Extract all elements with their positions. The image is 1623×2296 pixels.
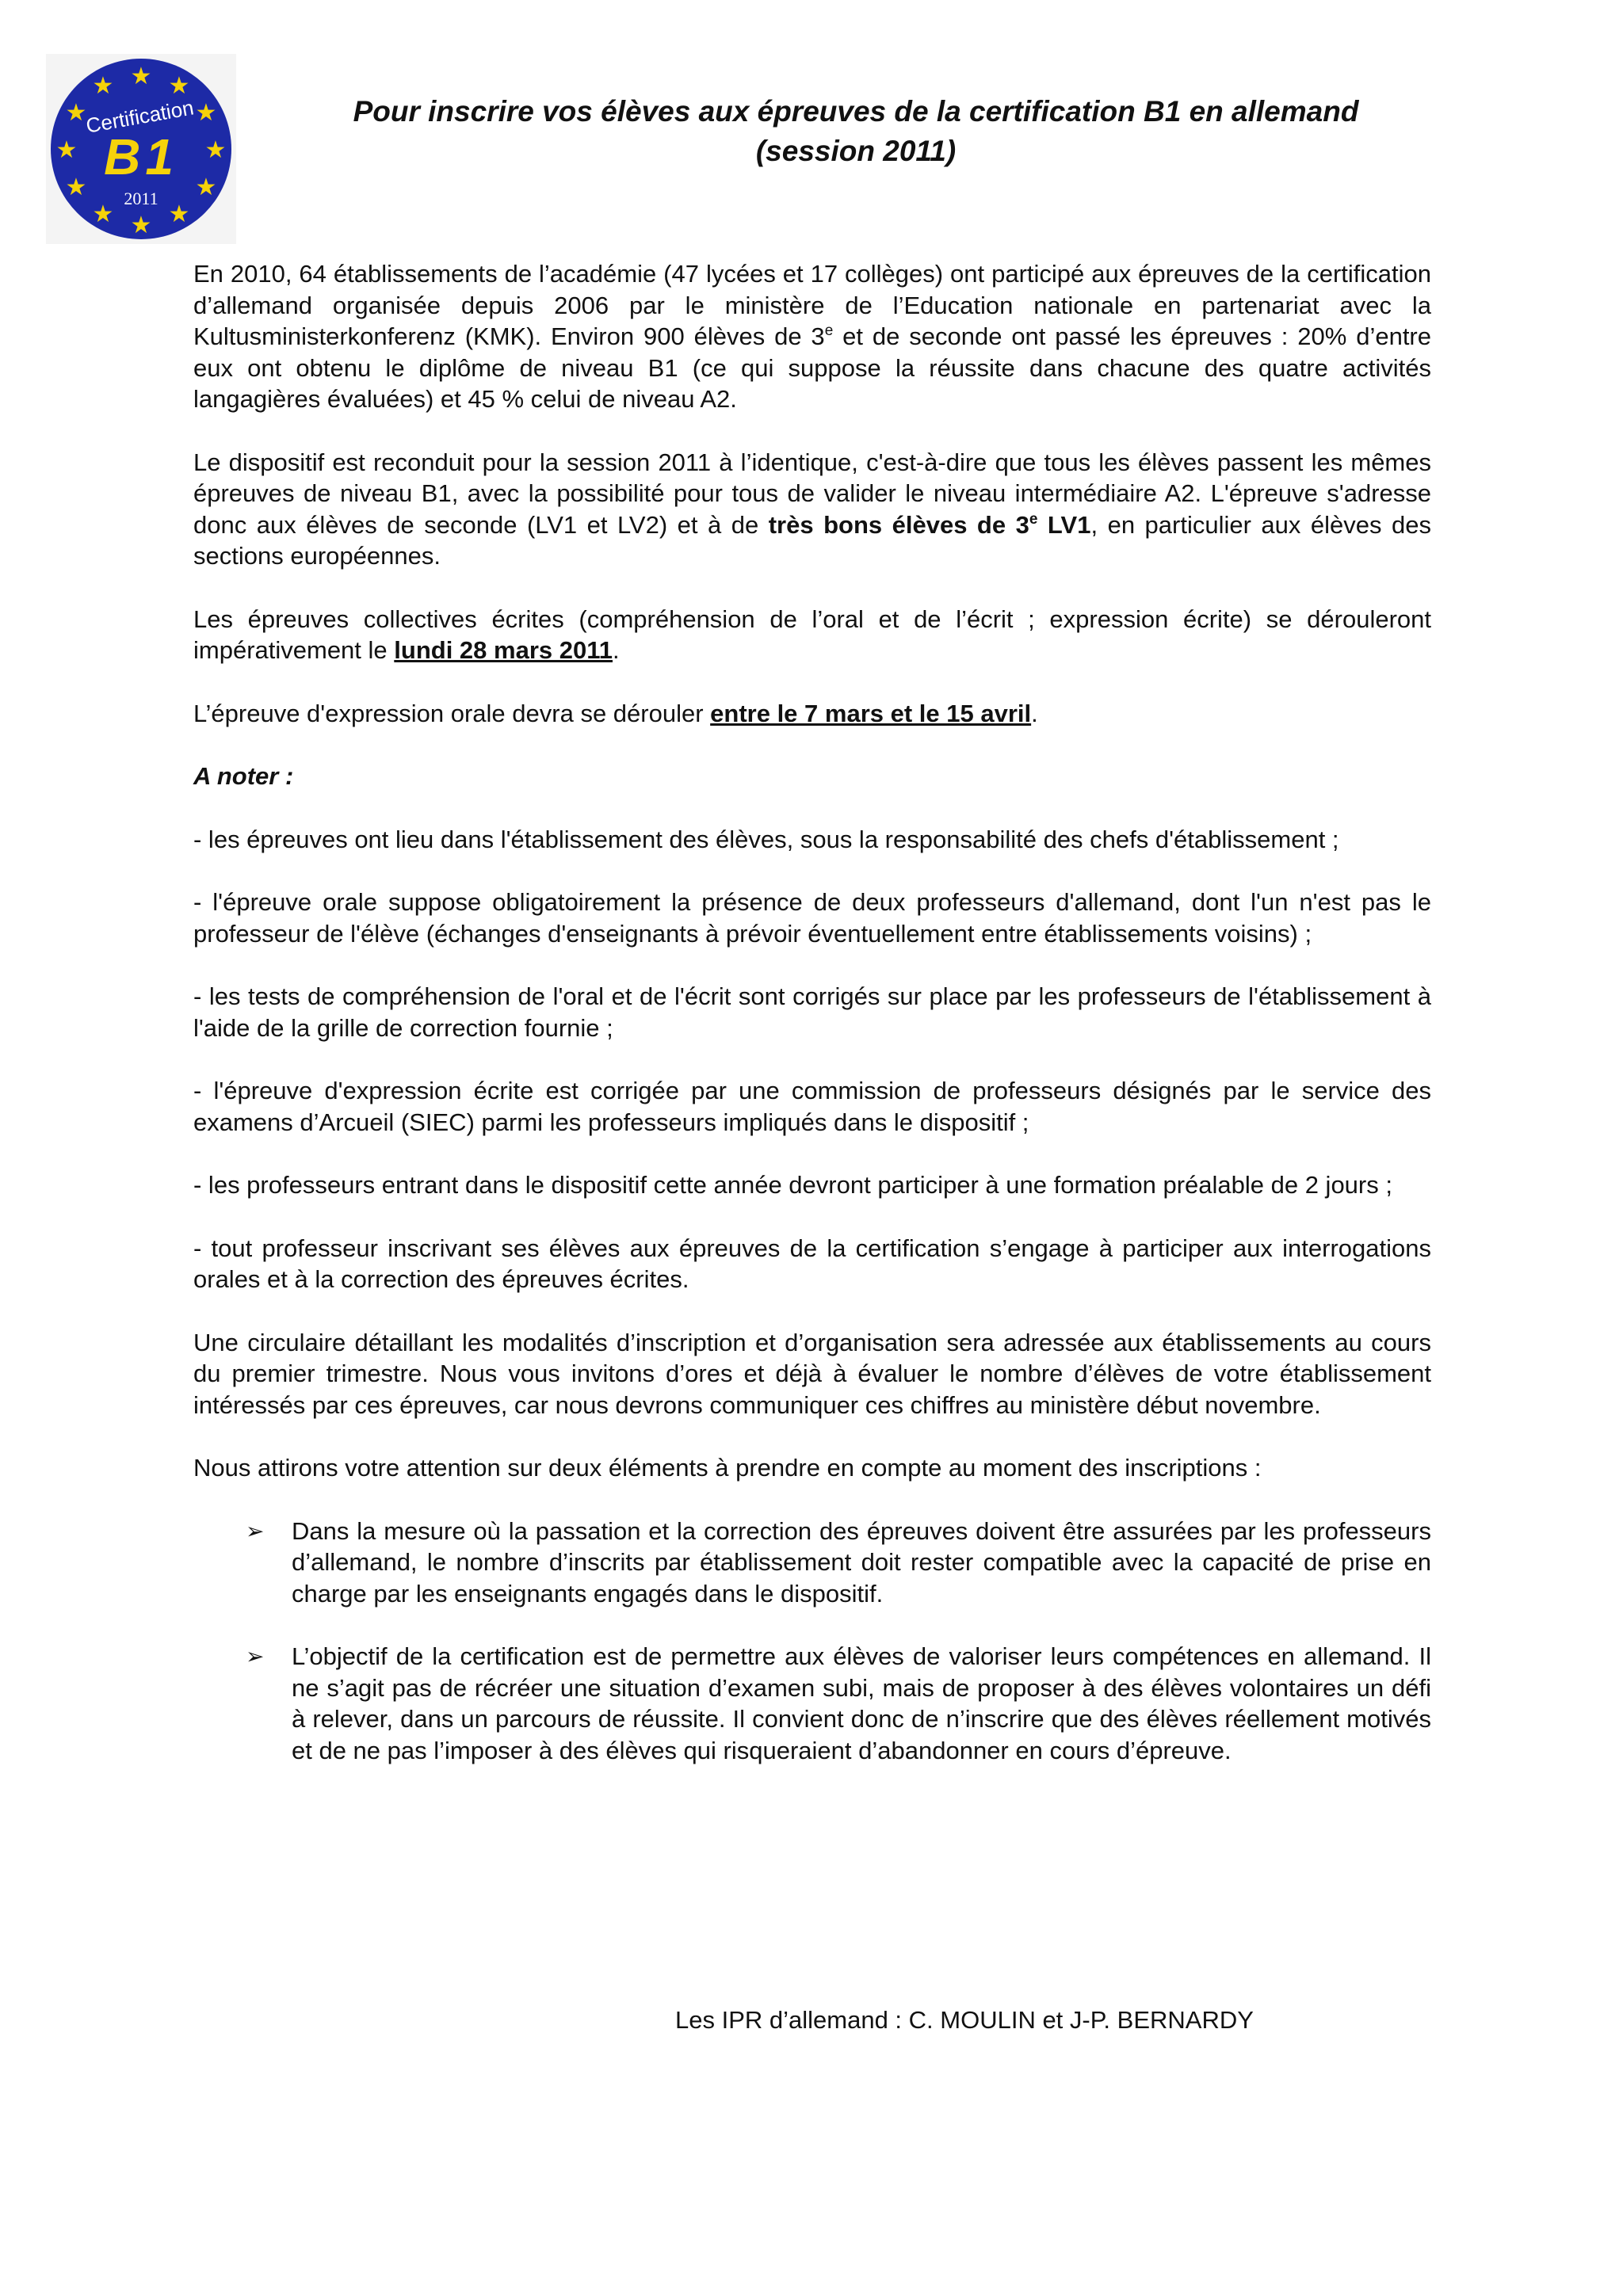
arrow-bullet-icon: ➢ xyxy=(246,1518,265,1543)
note-item: - les professeurs entrant dans le dispositif cette année devront participer à une formation préalable de 2 jours ; xyxy=(193,1171,1392,1199)
star-icon: ★ xyxy=(130,63,152,90)
star-icon: ★ xyxy=(65,174,87,201)
paragraph-oral-exam: L’épreuve d'expression orale devra se dérouler entre le 7 mars et le 15 avril. xyxy=(193,699,1038,727)
arrow-bullet-icon: ➢ xyxy=(246,1644,265,1669)
document-body xyxy=(193,258,1431,1798)
star-icon: ★ xyxy=(65,99,87,127)
logo-center-text: B1 xyxy=(104,128,178,185)
note-item: - les épreuves ont lieu dans l'établissement des élèves, sous la responsabilité des chefs d'établissement ; xyxy=(193,825,1339,853)
oral-exam-period: entre le 7 mars et le 15 avril xyxy=(710,699,1032,727)
page-title xyxy=(254,92,1458,171)
written-exam-date: lundi 28 mars 2011 xyxy=(394,636,613,664)
title-line-2: (session 2011) xyxy=(755,135,957,167)
star-icon: ★ xyxy=(55,136,78,164)
certification-b1-emblem xyxy=(46,54,236,244)
star-icon: ★ xyxy=(195,99,217,127)
logo-top-text: Certification xyxy=(84,95,196,138)
note-item: - l'épreuve d'expression écrite est corrigée par une commission de professeurs désignés par le service des examens d’Arcueil (SIEC) parmi les professeurs impliqués dans le dispositif ; xyxy=(193,1077,1431,1136)
paragraph-results-2010: En 2010, 64 établissements de l’académie (47 lycées et 17 collèges) ont participé aux épreuves de la certification d’allemand organisée depuis 2006 par le ministère de l’Education nationale en partenariat avec la Kultusministerkonferenz (KMK). Environ 900 élèves de 3e et de seconde ont passé les épreuves : 20% d’entre eux ont obtenu le diplôme de niveau B1 (ce qui suppose la réussite dans chacune des quatre activités langagières évaluées) et 45 % celui de niveau A2. xyxy=(193,260,1431,413)
bullet-list xyxy=(193,1516,1431,1767)
star-icon: ★ xyxy=(168,200,190,228)
paragraph-circulaire: Une circulaire détaillant les modalités d’inscription et d’organisation sera adressée aux établissements au cours du premier trimestre. Nous vous invitons d’ores et déjà à évaluer le nombre d’élèves de votre établissement intéressés par ces épreuves, car nous devrons communiquer ces chiffres au ministère début novembre. xyxy=(193,1328,1431,1419)
paragraph-attention: Nous attirons votre attention sur deux éléments à prendre en compte au moment des inscriptions : xyxy=(193,1454,1262,1482)
star-icon: ★ xyxy=(204,136,227,164)
logo-year-text: 2011 xyxy=(124,189,158,208)
star-icon: ★ xyxy=(130,212,152,239)
note-item: - les tests de compréhension de l'oral et de l'écrit sont corrigés sur place par les professeurs de l'établissement à l'aide de la grille de correction fournie ; xyxy=(193,982,1431,1042)
star-icon: ★ xyxy=(195,174,217,201)
paragraph-written-exams: Les épreuves collectives écrites (compréhension de l’oral et de l’écrit ; expression écrite) se dérouleront impérativement le lundi 28 mars 2011. xyxy=(193,605,1431,664)
section-heading-a-noter: A noter : xyxy=(193,762,294,790)
star-icon: ★ xyxy=(92,72,114,100)
certification-logo xyxy=(46,54,236,244)
list-item: ➢ Dans la mesure où la passation et la correction des épreuves doivent être assurées par les professeurs d’allemand, le nombre d’inscrits par établissement doit rester compatible avec la capacité de prise en charge par les enseignants engagés dans le dispositif. xyxy=(246,1516,1431,1608)
title-line-1: Pour inscrire vos élèves aux épreuves de la certification B1 en allemand xyxy=(353,95,1359,128)
signature-line: Les IPR d’allemand : C. MOULIN et J-P. BERNARDY xyxy=(675,2006,1254,2034)
paragraph-session-2011: Le dispositif est reconduit pour la session 2011 à l’identique, c'est-à-dire que tous les élèves passent les mêmes épreuves de niveau B1, avec la possibilité pour tous de valider le niveau intermédiaire A2. L'épreuve s'adresse donc aux élèves de seconde (LV1 et LV2) et à de très bons élèves de 3e LV1, en particulier aux élèves des sections européennes. xyxy=(193,448,1431,570)
note-item: - l'épreuve orale suppose obligatoirement la présence de deux professeurs d'allemand, dont l'un n'est pas le professeur de l'élève (échanges d'enseignants à prévoir éventuellement entre établissements voisins) ; xyxy=(193,888,1431,948)
list-item: ➢ L’objectif de la certification est de permettre aux élèves de valoriser leurs compétences en allemand. Il ne s’agit pas de récréer une situation d’examen subi, mais de proposer à des élèves volontaires un défi à relever, dans un parcours de réussite. Il convient donc de n’inscrire que des élèves réellement motivés et de ne pas l’imposer à des élèves qui risqueraient d’abandonner en cours d’épreuve. xyxy=(246,1642,1431,1764)
note-item: - tout professeur inscrivant ses élèves aux épreuves de la certification s’engage à participer aux interrogations orales et à la correction des épreuves écrites. xyxy=(193,1234,1431,1293)
star-icon: ★ xyxy=(168,72,190,100)
star-icon: ★ xyxy=(92,200,114,228)
